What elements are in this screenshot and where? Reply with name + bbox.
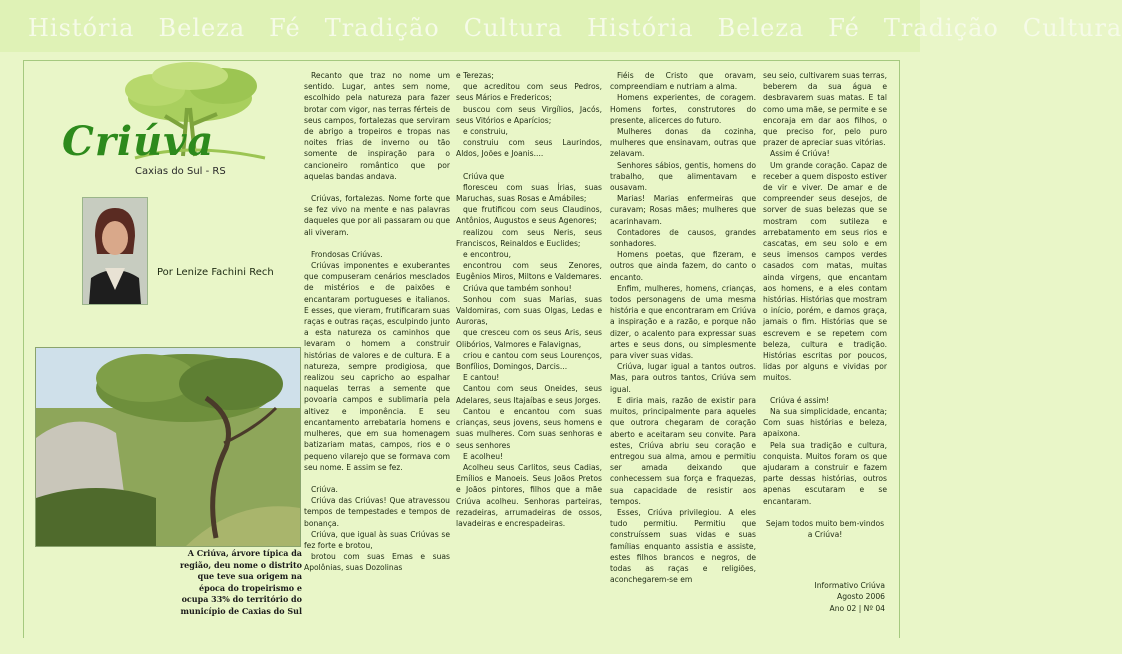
closing-greeting: Sejam todos muito bem-vindos a Criúva! xyxy=(765,518,885,539)
paragraph: Senhores sábios, gentis, homens do trabalho, que alimentavam e ousavam. xyxy=(610,160,756,193)
header-word: História xyxy=(587,14,694,42)
paragraph: e Terezas; xyxy=(456,71,494,80)
paragraph: que acreditou com seus Pedros, seus Mários e Fredericos; xyxy=(456,82,602,103)
paragraph: Cantou com seus Oneides, seus Adelares, seus Itajaíbas e seus Jorges. xyxy=(456,384,602,405)
author-photo xyxy=(82,197,148,305)
paragraph: que cresceu com os seus Aris, seus Olibórios, Valmores e Falavignas, xyxy=(456,328,602,349)
author-byline: Por Lenize Fachini Rech xyxy=(157,267,274,278)
publication-issue: Ano 02 | Nº 04 xyxy=(829,603,885,613)
paragraph: brotou com suas Emas e suas Apolônias, suas Dozolinas xyxy=(304,552,450,573)
publication-date: Agosto 2006 xyxy=(837,592,885,602)
paragraph: Na sua simplicidade, encanta; Com suas histórias e beleza, apaixona. xyxy=(763,406,887,439)
paragraph: Enfim, mulheres, homens, crianças, todos personagens de uma mesma história e que encontraram em Criúva a inspiração e a razão, e porque não dizer, o acalento para expressar suas artes e seus dons, ou simplesmente para viver suas vidas. xyxy=(610,283,756,361)
author-portrait-icon xyxy=(83,198,147,304)
paragraph: Acolheu seus Carlitos, seus Cadias, Emílios e Manoeis. Seus Joãos Pretos e Joãos pintores, filhos que a mãe Criúva acolheu. Senhoras parteiras, rezadeiras, arrumadeiras de ossos, lavadeiras e encrespadeiras. xyxy=(456,462,602,528)
paragraph: Pela sua tradição e cultura, conquista. Muitos foram os que ajudaram a construir e fazem parte dessas histórias, outros apenas escutaram e se encantaram. xyxy=(763,440,887,506)
paragraph: Cantou e encantou com suas crianças, seus jovens, seus homens e suas mulheres. Com suas senhoras e seus senhores xyxy=(456,406,602,450)
paragraph: Criúva, lugar igual a tantos outros. Mas, para outros tantos, Criúva sem igual. xyxy=(610,362,756,394)
criuva-tree-landscape-icon xyxy=(36,348,300,546)
article-column-4 xyxy=(763,70,887,551)
paragraph: Homens experientes, de coragem. Homens fortes, construtores do presente, alicerces do futuro. xyxy=(610,93,756,125)
paragraph: E acolheu! xyxy=(463,451,504,461)
header-word: Beleza xyxy=(717,14,805,42)
paragraph: Criúva das Criúvas! Que atravessou tempos de tempestades e tempos de bonança. xyxy=(304,496,450,528)
photo-caption: A Criúva, árvore típica da região, deu nome o distrito que teve sua origem na época do tropeirismo e ocupa 33% do território do município de Caxias do Sul xyxy=(179,548,302,616)
paragraph: Um grande coração. Capaz de receber a quem disposto estiver de vir e viver. De amar e de compreender seus desejos, de sorver de suas belezas que se mostram com sutileza e arrebatamento em seus rios e cascatas, em seu solo e em seus imensos campos verdes casados com matas, muitas ainda virgens, que encantam aos homens, e a eles contam histórias. Histórias que mostram o início, porém, e damos graça, jamais o fim. Histórias que se escrevem e se repetem com beleza, cultura e tradição. Histórias escritas por poucos, lidas por alguns e vividas por muitos. xyxy=(763,160,887,383)
header-word: Cultura xyxy=(463,14,564,42)
paragraph: floresceu com suas Írias, suas Maruchas, suas Rosas e Amábiles; xyxy=(456,182,602,204)
publication-footer xyxy=(790,580,885,614)
paragraph: Recanto que traz no nome um sentido. Lugar, antes sem nome, escolhido pela natureza para fazer brotar com vigor, nas terras férteis de seus campos, fortalezas que serviram de abrigo a tropeiros e tropas nas noites frias de inverno ou tão somente de inspiração para o cancioneiro romântico que por aquelas bandas andava. xyxy=(304,71,450,181)
header-word: História xyxy=(28,14,135,42)
header-word: Tradição xyxy=(324,14,440,42)
paragraph: que frutificou com seus Claudinos, Antônios, Augustos e seus Agenores; xyxy=(456,205,602,226)
paragraph: Criúvas, fortalezas. Nome forte que se fez vivo na mente e nas palavras daqueles que por ali passaram ou que ali viveram. xyxy=(304,194,450,237)
header-band xyxy=(0,0,1122,52)
logo-subtitle: Caxias do Sul - RS xyxy=(135,166,226,177)
paragraph: Criúva que xyxy=(463,171,505,181)
paragraph: Marias! Marias enfermeiras que curavam; Rosas mães; mulheres que acarinhavam. xyxy=(610,194,756,226)
paragraph: Sonhou com suas Marias, suas Valdomiras, com suas Olgas, Ledas e Auroras, xyxy=(456,294,602,327)
paragraph: Criúvas imponentes e exuberantes que compuseram cenários mesclados de mistérios e de paixões e encantaram portugueses e italianos. E esses, que vieram, frutificaram suas raças e outras raças, esculpindo junto a esta natureza os caminhos que levaram o homem a construir histórias de valores e de cultura. E a natureza, sempre prodigiosa, que realizou seu capricho ao espalhar naquelas terras a semente que povoaria campos e sublimaria pela altivez e imponência. E seu encantamento arrebataria homens e mulheres, que em sua homenagem batizariam matas, campos, rios e o pequeno vilarejo que se formava com seu nome. E assim se fez. xyxy=(304,261,450,472)
paragraph: Criúva é assim! xyxy=(770,395,830,405)
paragraph: Criúva que também sonhou! xyxy=(463,283,572,293)
frame-left-line xyxy=(23,60,24,638)
frame-right-line xyxy=(899,60,900,638)
landscape-photo xyxy=(35,347,301,547)
paragraph: criou e cantou com seus Lourenços, Bonfílios, Domingos, Darcis... xyxy=(456,350,602,372)
paragraph: Criúva, que igual às suas Criúvas se fez forte e brotou, xyxy=(304,529,450,550)
paragraph: Contadores de causos, grandes sonhadores. xyxy=(610,227,756,249)
header-watermark-words xyxy=(28,14,1122,48)
paragraph: Frondosas Criúvas. xyxy=(311,249,383,259)
article-column-3 xyxy=(610,70,756,585)
paragraph: realizou com seus Neris, seus Franciscos, Reinaldos e Euclides; xyxy=(456,227,602,248)
header-word: Fé xyxy=(828,14,860,42)
paragraph: buscou com seus Virgílios, Jacós, seus Vitórios e Aparícios; xyxy=(456,104,602,125)
paragraph: encontrou com seus Zenores, Eugênios Miros, Miltons e Valdemares. xyxy=(456,261,602,282)
paragraph: Mulheres donas da cozinha, mulheres que ensinavam, outras que zelavam. xyxy=(610,127,756,159)
article-column-2 xyxy=(456,70,602,529)
paragraph: construiu com seus Laurindos, Aldos, Joões e Joanis.... xyxy=(456,138,602,159)
article-column-1 xyxy=(304,70,450,574)
paragraph: Assim é Criúva! xyxy=(770,149,830,159)
paragraph: Homens poetas, que fizeram, e outros que ainda fazem, do canto o encanto. xyxy=(610,250,756,282)
logo-title: Criúva xyxy=(62,118,215,165)
paragraph: E cantou! xyxy=(463,373,500,383)
paragraph: Esses, Criúva privilegiou. A eles tudo permitiu. Permitiu que construíssem suas vidas e suas famílias enquanto assistia e assiste, estes filhos brancos e negros, de todas as raças e religiões, aconchegarem-se em xyxy=(610,507,756,585)
paragraph: Criúva. xyxy=(311,484,338,494)
header-word: Fé xyxy=(269,14,301,42)
header-word: Cultura xyxy=(1022,14,1122,42)
paragraph: seu seio, cultivarem suas terras, beberem da sua água e desbravarem suas matas. E tal como uma mãe, se permite e se encoraja em dar aos filhos, o que preciso for, pelo puro prazer de apreciar suas vitórias. xyxy=(763,71,887,148)
paragraph: e construiu, xyxy=(463,127,508,137)
publication-name: Informativo Criúva xyxy=(814,581,885,590)
header-word: Tradição xyxy=(883,14,999,42)
paragraph: E diria mais, razão de existir para muitos, principalmente para aqueles que outrora chegaram de coração aberto e aceitaram seu convite. Para estes, Criúva abriu seu coração e entregou sua alma, amou e permitiu ser amada deixando que conhecessem sua força e fraquezas, sua capacidade de resistir aos tempos. xyxy=(610,395,756,506)
paragraph: Fiéis de Cristo que oravam, compreendiam e nutriam a alma. xyxy=(610,71,756,92)
paragraph: e encontrou, xyxy=(463,250,512,260)
header-word: Beleza xyxy=(158,14,246,42)
